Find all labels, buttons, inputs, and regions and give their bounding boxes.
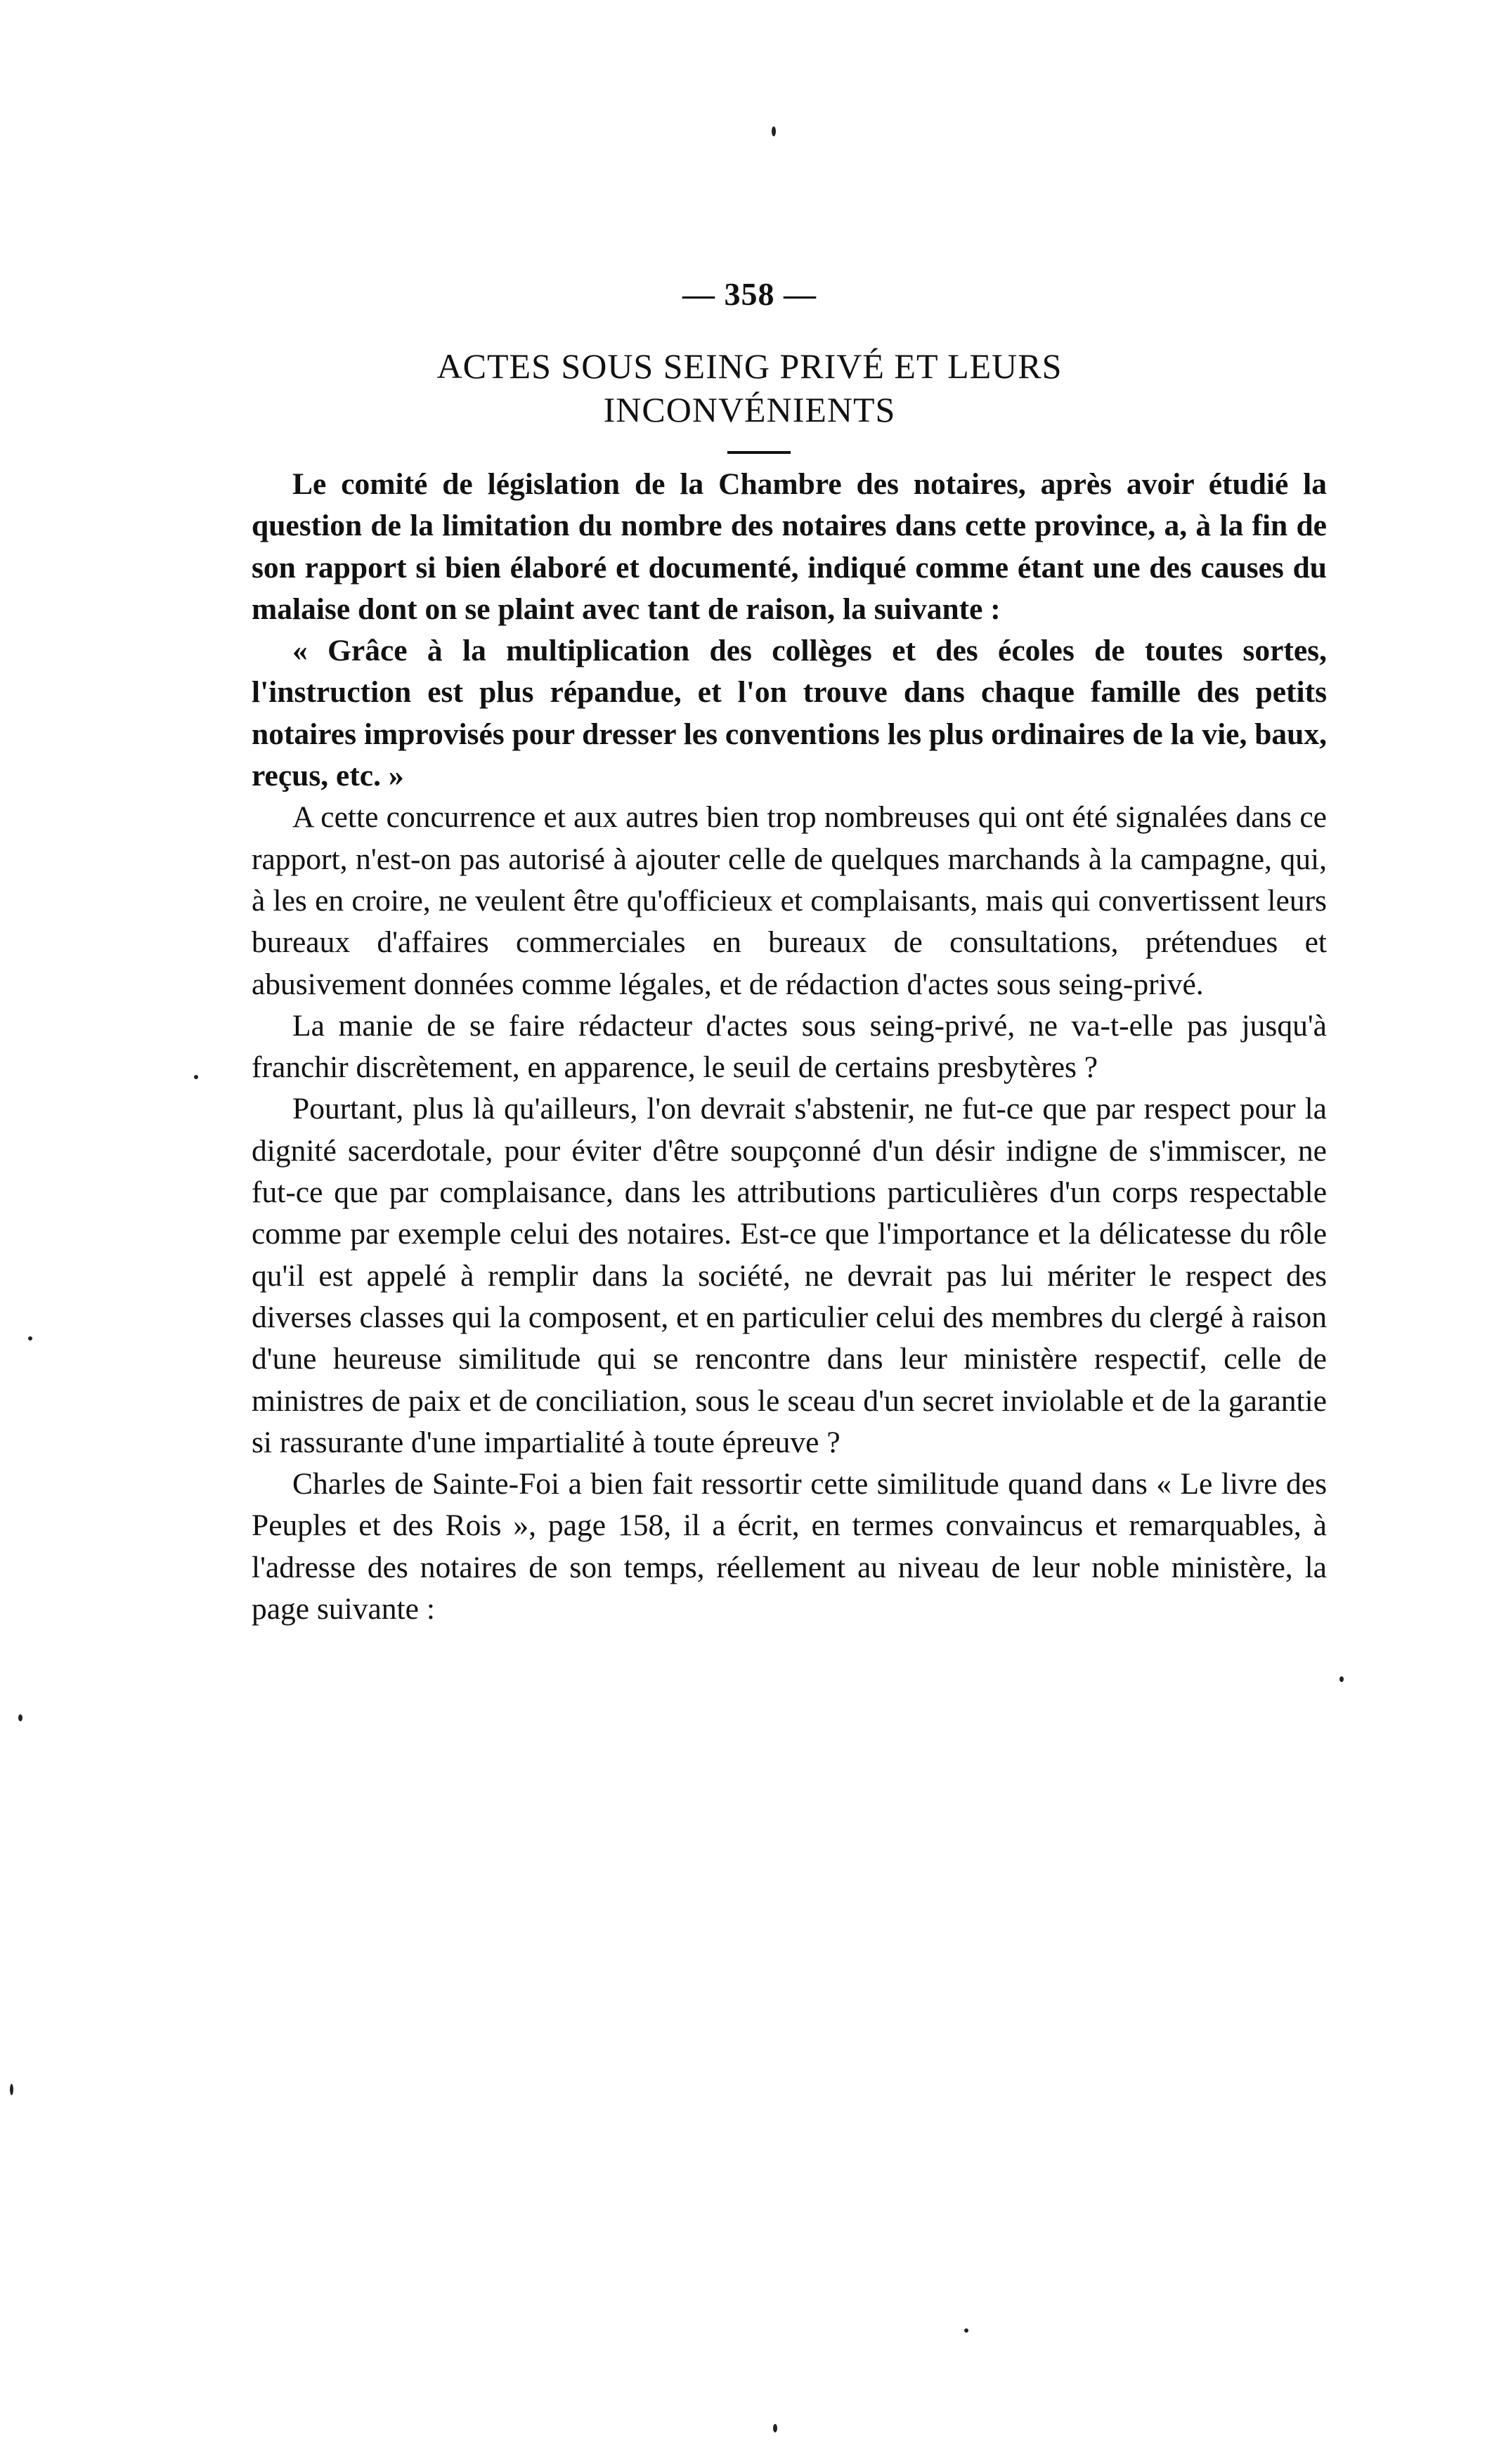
paragraph-3: A cette concurrence et aux autres bien trop nombreuses qui ont été signalées dans ce rapport, n'est-on pas autorisé à ajouter celle de quelques marchands à la campagne, qui, à les en croire, ne veulent être qu'officieux et complaisants, mais qui convertissent leurs bureaux d'affaires commerciales en bureaux de consultations, prétendues et abusivement données comme légales, et de rédaction d'actes sous seing-privé. <box>252 800 1327 1001</box>
scan-speck <box>194 1075 198 1079</box>
scan-speck <box>964 2328 968 2333</box>
paragraph-5: Pourtant, plus là qu'ailleurs, l'on devrait s'abstenir, ne fut-ce que par respect pour la dignité sacerdotale, pour éviter d'être soupçonné d'un désir indigne de s'immiscer, ne fut-ce que par complaisance, dans les attributions particulières d'un corps respectable comme par exemple celui des notaires. Est-ce que l'importance et la délicatesse du rôle qu'il est appelé à remplir dans la société, ne devrait pas lui mériter le respect des diverses classes qui la composent, et en particulier celui des membres du clergé à raison d'une heureuse similitude qui se rencontre dans leur ministère respectif, celle de ministres de paix et de conciliation, sous le sceau d'un secret inviolable et de la garantie si rassurante d'une impartialité à toute épreuve ? <box>252 1092 1327 1459</box>
scan-speck <box>18 1714 22 1721</box>
scan-speck <box>773 2424 777 2432</box>
scan-speck <box>28 1336 32 1341</box>
title-line-1: ACTES SOUS SEING PRIVÉ ET LEURS <box>436 346 1063 386</box>
page-title <box>0 344 1499 431</box>
paragraph-2-quote: « Grâce à la multiplication des collèges et des écoles de toutes sortes, l'instruction est plus répandue, et l'on trouve dans chaque famille des petits notaires improvisés pour dresser les conventions les plus ordinaires de la vie, baux, reçus, etc. » <box>252 634 1327 793</box>
paragraph-6: Charles de Sainte-Foi a bien fait ressortir cette similitude quand dans « Le livre des Peuples et des Rois », page 158, il a écrit, en termes convaincus et remarquables, à l'adresse des notaires de son temps, réellement au niveau de leur noble ministère, la page suivante : <box>252 1467 1327 1627</box>
paragraph-1: Le comité de législation de la Chambre des notaires, après avoir étudié la question de la limitation du nombre des notaires dans cette province, a, à la fin de son rapport si bien élaboré et documenté, indiqué comme étant une des causes du malaise dont on se plaint avec tant de raison, la suivante : <box>252 467 1327 626</box>
title-line-2: INCONVÉNIENTS <box>603 390 896 429</box>
scan-speck <box>10 2084 13 2095</box>
scan-speck <box>1339 1676 1344 1682</box>
title-divider <box>727 451 791 454</box>
article-body <box>252 464 1327 1630</box>
scan-speck <box>772 126 776 136</box>
page-number: — 358 — <box>682 276 817 312</box>
paragraph-4: La manie de se faire rédacteur d'actes sous seing-privé, ne va-t-elle pas jusqu'à franchir discrètement, en apparence, le seuil de certains presbytères ? <box>252 1008 1327 1085</box>
